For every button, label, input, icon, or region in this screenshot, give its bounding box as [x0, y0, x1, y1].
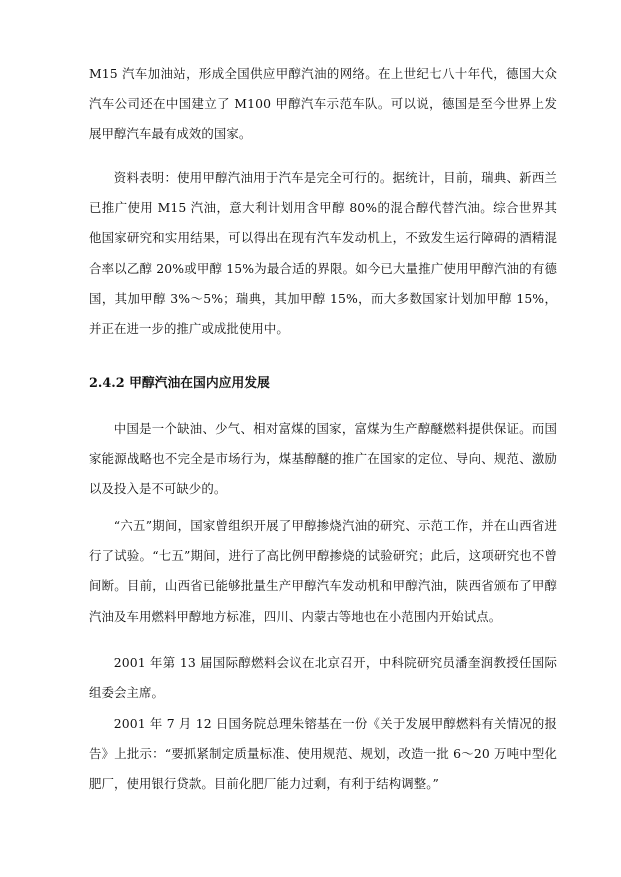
paragraph-sixth-seventh-plan: “六五”期间，国家曾组织开展了甲醇掺烧汽油的研究、示范工作，并在山西省进行了试验。“七五”期间，进行了高比例甲醇掺烧的试验研究；此后，这项研究也不曾间断。目前，山西省已能够批量生产甲醇汽车发动机和甲醇汽油，陕西省颁布了甲醇汽油及车用燃料甲醇地方标准，四川、内蒙古等地也在小范围内开始试点。: [89, 518, 557, 624]
paragraph-germany-m15: M15 汽车加油站，形成全国供应甲醇汽油的网络。在上世纪七八十年代，德国大众汽车公司还在中国建立了 M100 甲醇汽车示范车队。可以说，德国是至今世界上发展甲醇汽车最有成效的国家。: [89, 66, 557, 142]
section-heading: 2.4.2 甲醇汽油在国内应用发展: [89, 376, 270, 391]
paragraph-2001-directive: 2001 年 7 月 12 日国务院总理朱镕基在一份《关于发展甲醇燃料有关情况的报告》上批示：“要抓紧制定质量标准、使用规范、规划，改造一批 6～20 万吨中型化肥厂，使用银行贷款。目前化肥厂能力过剩，有利于结构调整。”: [89, 716, 557, 792]
paragraph-2001-conference: 2001 年第 13 届国际醇燃料会议在北京召开，中科院研究员潘奎润教授任国际组委会主席。: [89, 655, 557, 701]
paragraph-data-shows: 资料表明：使用甲醇汽油用于汽车是完全可行的。据统计，目前，瑞典、新西兰已推广使用 M15 汽油，意大利计划用含甲醇 80%的混合醇代替汽油。综合世界其他国家研究和实用结果，可以得出在现有汽车发动机上，不致发生运行障碍的酒精混合率以乙醇 20%或甲醇 15%为最合适的界限。如今已大量推广使用甲醇汽油的有德国，其加甲醇 3%～5%；瑞典，其加甲醇 15%，而大多数国家计划加甲醇 15%，并正在进一步的推广或成批使用中。: [89, 170, 557, 337]
paragraph-china-energy: 中国是一个缺油、少气、相对富煤的国家，富煤为生产醇醚燃料提供保证。而国家能源战略也不完全是市场行为，煤基醇醚的推广在国家的定位、导向、规范、激励以及投入是不可缺少的。: [89, 421, 557, 497]
